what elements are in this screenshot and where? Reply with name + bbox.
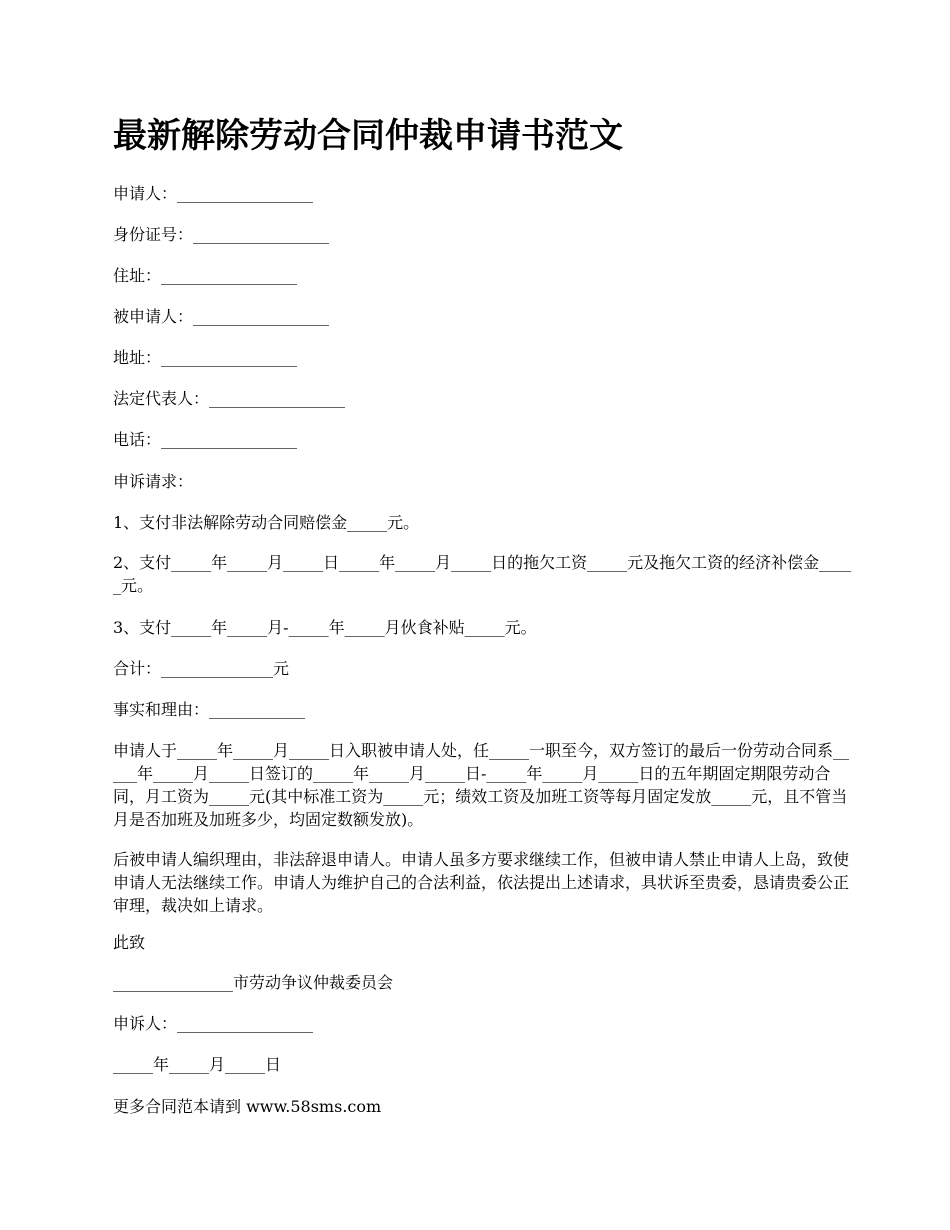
address-field: 住址：_________________: [113, 266, 298, 285]
legal-rep-field: 法定代表人：_________________: [113, 389, 346, 408]
facts-paragraph: 后被申请人编织理由，非法辞退申请人。申请人虽多方要求继续工作，但被申请人禁止申请人上岛，致使申请人无法继续工作。申请人为维护自己的合法利益，依法提出上述请求，具状诉至贵委，恳请贵委公正审理，裁决如上请求。: [113, 850, 850, 915]
claims-total: 合计：______________元: [113, 659, 290, 678]
complainant-signature: 申诉人：_________________: [113, 1014, 314, 1033]
respondent-field: 被申请人：_________________: [113, 307, 330, 326]
date-line: _____年_____月_____日: [113, 1055, 282, 1074]
applicant-field: 申请人：_________________: [113, 184, 314, 203]
facts-heading: 事实和理由：____________: [113, 700, 306, 719]
salutation: 此致: [113, 933, 146, 952]
phone-field: 电话：_________________: [113, 430, 298, 449]
facts-paragraph: 申请人于_____年_____月_____日入职被申请人处，任_____一职至今，双方签订的最后一份劳动合同系_____年_____月_____日签订的_____年_____月_____日-_____年_____月_____日的五年期固定期限劳动合同，月工资为_____元(其中标准工资为_____元；绩效工资及加班工资等每月固定发放_____元，且不管当月是否加班及加班多少，均固定数额发放)。: [113, 741, 850, 829]
claims-heading: 申诉请求：: [113, 472, 194, 491]
claim-item: 2、支付_____年_____月_____日_____年_____月_____日的拖欠工资_____元及拖欠工资的经济补偿金_____元。: [113, 553, 852, 595]
claim-item: 3、支付_____年_____月-_____年_____月伙食补贴_____元。: [113, 618, 537, 637]
document-title: 最新解除劳动合同仲裁申请书范文: [113, 116, 623, 156]
committee-line: _______________市劳动争议仲裁委员会: [113, 973, 394, 992]
footer-link-text: 更多合同范本请到 www.58sms.com: [113, 1097, 382, 1116]
id-number-field: 身份证号：_________________: [113, 225, 330, 244]
claim-item: 1、支付非法解除劳动合同赔偿金_____元。: [113, 513, 420, 532]
respondent-address-field: 地址：_________________: [113, 348, 298, 367]
